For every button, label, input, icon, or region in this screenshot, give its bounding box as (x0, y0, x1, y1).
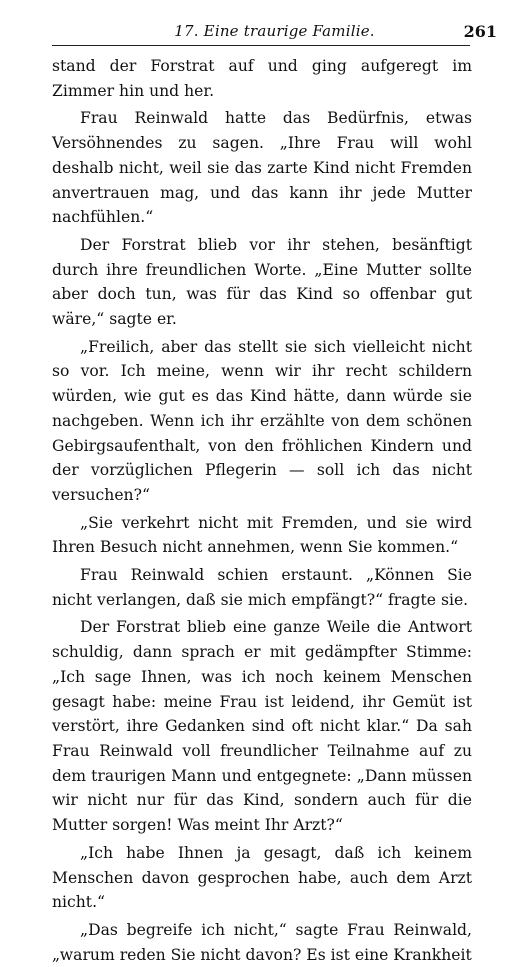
paragraph: Frau Reinwald schien erstaunt. „Können Sie nicht verlangen, daß sie mich empfängt?“ fragte sie. (52, 566, 472, 609)
page-body (52, 54, 472, 967)
page-number: 261 (463, 22, 497, 41)
paragraph: Der Forstrat blieb eine ganze Weile die Antwort schuldig, dann sprach er mit gedämpfter Stimme: „Ich sage Ihnen, was ich noch keinem Menschen gesagt habe: meine Frau ist leidend, ihr Gemüt ist verstört, ihre Gedanken sind oft nicht klar.“ Da sah Frau Reinwald voll freundlicher Teilnahme auf zu dem traurigen Mann und entgegnete: „Dann müssen wir nicht nur für das Kind, sondern auch für die Mutter sorgen! Was meint Ihr Arzt?“ (52, 618, 472, 835)
running-header (52, 22, 497, 46)
paragraph: Frau Reinwald hatte das Bedürfnis, etwas Versöhnendes zu sagen. „Ihre Frau will wohl deshalb nicht, weil sie das zarte Kind nicht Fremden anvertrauen mag, und das kann ihr jede Mutter nachfühlen.“ (52, 109, 472, 227)
chapter-title: 17. Eine traurige Familie. (174, 22, 375, 40)
paragraph: „Das begreife ich nicht,“ sagte Frau Reinwald, „warum reden Sie nicht davon? Es ist eine Krankheit (52, 920, 472, 964)
paragraph: „Sie verkehrt nicht mit Fremden, und sie wird Ihren Besuch nicht annehmen, wenn Sie kommen.“ (52, 513, 472, 557)
paragraph: „Freilich, aber das stellt sie sich vielleicht nicht so vor. Ich meine, wenn wir ihr recht schildern würden, wie gut es das Kind hätte, dann würde sie nachgeben. Wenn ich ihr erzählte von dem schönen Gebirgsaufenthalt, von den fröhlichen Kindern und der vorzüglichen Pflegerin — soll ich das nicht versuchen?“ (52, 337, 472, 504)
paragraph: „Ich habe Ihnen ja gesagt, daß ich keinem Menschen davon gesprochen habe, auch dem Arzt nicht.“ (52, 843, 472, 912)
paragraph: Der Forstrat blieb vor ihr stehen, besänftigt durch ihre freundlichen Worte. „Eine Mutter sollte aber doch tun, was für das Kind so offenbar gut wäre,“ sagte er. (52, 235, 472, 329)
paragraph: stand der Forstrat auf und ging aufgeregt im Zimmer hin und her. (52, 57, 472, 100)
header-rule (52, 45, 470, 46)
